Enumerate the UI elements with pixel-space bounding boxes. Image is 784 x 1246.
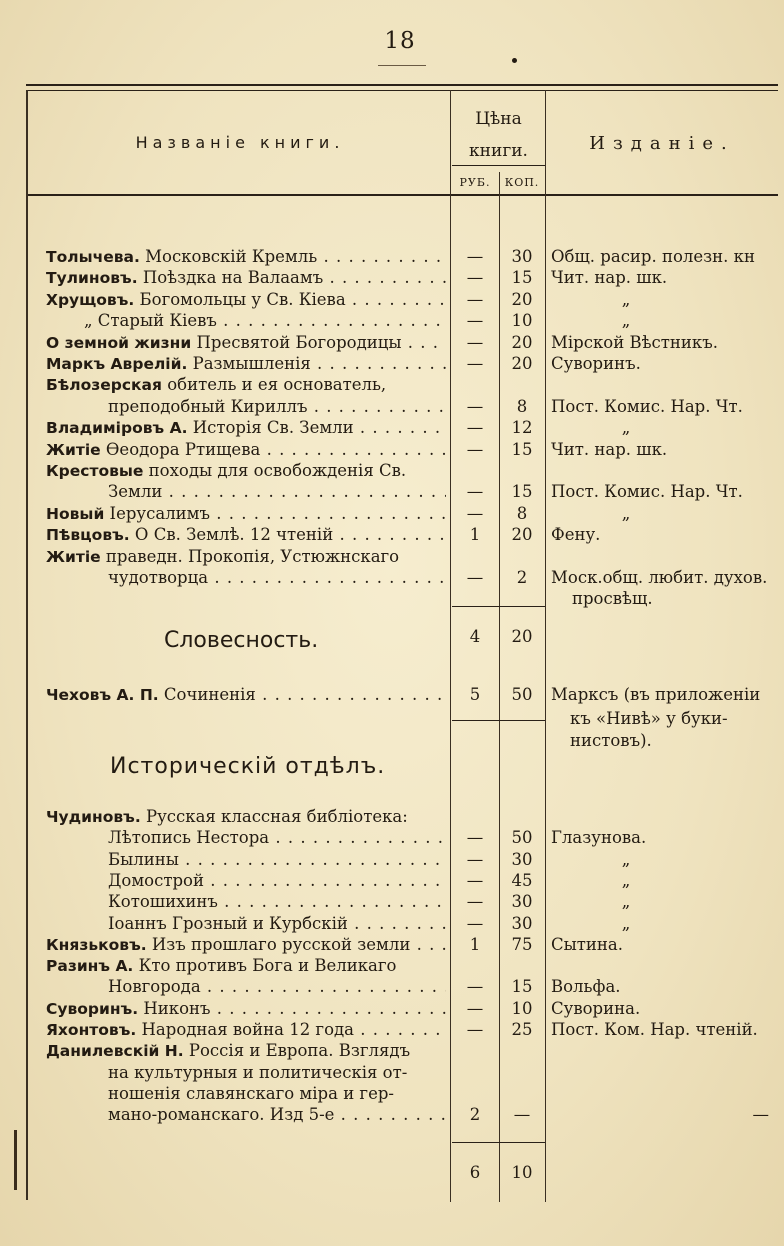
table-row [0, 546, 784, 568]
price-rub: — [466, 977, 484, 997]
page-number: 18 [384, 28, 416, 54]
price-kop: 50 [511, 685, 533, 704]
table-row [0, 503, 784, 525]
price-rub: — [466, 849, 484, 869]
price-kop: — [513, 1105, 531, 1125]
author: Чеховъ А. П. [46, 686, 159, 704]
table-row [0, 396, 784, 418]
book-title: Іерусалимъ [104, 503, 210, 523]
book-title: обитель и ея основатель, [161, 375, 387, 395]
price-kop: 2 [516, 568, 528, 587]
edition: „ [621, 913, 631, 933]
table-row [0, 332, 784, 354]
print-speck [512, 58, 517, 63]
edition: „ [621, 418, 631, 438]
table-row [0, 976, 784, 998]
section-heading-history: Историческій отдѣлъ. [110, 754, 386, 779]
price-rub: — [466, 268, 484, 288]
book-title: Кто противъ Бога и Великаго [133, 956, 397, 976]
price-rub: — [466, 482, 484, 502]
price-rub: 1 [469, 525, 481, 545]
price-rub: — [466, 439, 484, 459]
price-kop: 30 [511, 892, 533, 912]
book-title: на культурныя и политическія от- [108, 1062, 408, 1082]
price-kop: 20 [511, 289, 533, 309]
price-kop: 15 [511, 977, 533, 997]
price-rub: — [466, 870, 484, 890]
kop-header: КОП. [504, 176, 540, 189]
price-rub: — [466, 332, 484, 352]
table-row [0, 439, 784, 461]
table-row [0, 849, 784, 871]
price-rub: — [466, 913, 484, 933]
book-title: Домострой [108, 870, 204, 890]
page-number-rule [378, 65, 426, 66]
book-title: О Св. Землѣ. 12 чтеній [129, 525, 334, 545]
price-kop: 30 [511, 247, 533, 266]
price-header-line1: Цѣна [475, 109, 522, 129]
author: Данилевскій Н. [46, 1042, 184, 1061]
author: Хрущовъ. [46, 290, 135, 309]
author: Маркъ Аврелій. [46, 355, 188, 373]
edition: Моск.общ. любит. духов. [551, 568, 768, 587]
edition: Чит. нар. шк. [551, 439, 668, 459]
table-row [0, 827, 784, 849]
book-title: походы для освобожденія Св. [143, 461, 407, 480]
price-rub: — [466, 418, 484, 438]
book-title: Пресвятой Богородицы [191, 332, 402, 352]
price-kop: 45 [511, 870, 533, 890]
edition: Общ. расир. полезн. кн [551, 247, 755, 266]
table-row-cont [0, 730, 784, 752]
book-title: Ѳеодора Ртищева [100, 439, 261, 459]
price-rub: — [466, 828, 484, 848]
book-title: Былины [108, 849, 179, 869]
price-header-line2: книги. [469, 141, 528, 161]
table-row [0, 310, 784, 332]
book-title: преподобный Кириллъ [108, 396, 308, 416]
price-rub: — [466, 1020, 484, 1039]
book-title: Московскій Кремль [139, 247, 318, 266]
table-row [0, 1062, 784, 1084]
edition: „ [621, 849, 631, 869]
price-rub: 1 [469, 934, 481, 954]
table-row [0, 374, 784, 396]
table-row [0, 913, 784, 935]
author: Бѣлозерская [46, 376, 162, 395]
book-title: Земли [108, 482, 163, 502]
edition: — [752, 1105, 769, 1125]
table-row [0, 460, 784, 482]
table-row [0, 1019, 784, 1041]
book-title: праведн. Прокопія, Устюжнскаго [100, 546, 400, 566]
column-header-edition: Изданіе. [589, 133, 735, 154]
book-title: Никонъ [138, 998, 211, 1018]
table-row [0, 588, 784, 610]
book-title: мано-романскаго. Изд 5-е [108, 1105, 335, 1125]
edition: Пост. Комис. Нар. Чт. [551, 482, 743, 502]
edition: Пост. Комис. Нар. Чт. [551, 396, 743, 416]
table-row [0, 481, 784, 503]
edition: Пост. Ком. Нар. чтеній. [551, 1020, 758, 1039]
price-rub: — [466, 289, 484, 309]
section-heading-literature: Словесность. [164, 628, 319, 653]
price-rub: — [466, 568, 484, 587]
price-kop: 10 [511, 998, 533, 1018]
subtotal-kop: 20 [511, 627, 533, 646]
edition: Суворина. [551, 998, 641, 1018]
price-rub: 5 [469, 685, 481, 704]
total-rule [452, 1142, 545, 1143]
table-top-rule [26, 84, 778, 86]
price-rub: — [466, 311, 484, 331]
table-row [0, 567, 784, 589]
edition: Глазунова. [551, 828, 647, 848]
author: Новый [46, 504, 105, 523]
author: Крестовые [46, 462, 144, 480]
author: Яхонтовъ. [46, 1021, 137, 1039]
author: Житіе [46, 440, 101, 459]
book-title: Лѣтопись Нестора [108, 828, 270, 848]
author: Князьковъ. [46, 935, 147, 954]
edition: Чит. нар. шк. [551, 268, 668, 288]
book-title: Новгорода [108, 977, 201, 997]
author: Чудиновъ. [46, 808, 141, 826]
edition: Фену. [551, 525, 601, 545]
price-kop: 15 [511, 439, 533, 459]
edition: „ [621, 892, 631, 912]
edition-cont: къ «Нивѣ» у буки- [570, 709, 728, 728]
price-kop: 75 [511, 934, 533, 954]
price-kop: 30 [511, 849, 533, 869]
table-row [0, 998, 784, 1020]
table-row [0, 1040, 784, 1062]
table-row [0, 684, 784, 706]
table-row [0, 246, 784, 268]
price-kop: 15 [511, 482, 533, 502]
table-top-rule-2 [26, 90, 778, 91]
author: Разинъ А. [46, 957, 134, 976]
table-row [0, 870, 784, 892]
column-header-title: Названіе книги. [135, 133, 345, 152]
price-kop: 15 [511, 268, 533, 288]
price-rub: — [466, 396, 484, 416]
total-rub: 6 [469, 1163, 481, 1182]
table-row [0, 934, 784, 956]
book-title: Сочиненія [158, 685, 256, 704]
author: Пѣвцовъ. [46, 526, 130, 545]
price-kop: 8 [516, 503, 528, 523]
header-bottom-rule [26, 194, 778, 196]
edition: Суворинъ. [551, 354, 641, 373]
price-rub: — [466, 247, 484, 266]
book-title: Богомольцы у Св. Кіева [134, 289, 346, 309]
book-title: Котошихинъ [108, 892, 218, 912]
price-kop: 12 [511, 418, 533, 438]
table-row [0, 417, 784, 439]
edition: Вольфа. [551, 977, 621, 997]
subtotal-rule-2 [452, 720, 545, 721]
table-row-cont [0, 708, 784, 730]
edition: „ [621, 289, 631, 309]
price-rub: — [466, 998, 484, 1018]
author: Владиміровъ А. [46, 419, 188, 438]
total-kop: 10 [511, 1163, 533, 1182]
author: Житіе [46, 547, 101, 566]
price-rub: — [466, 892, 484, 912]
price-kop: 50 [511, 828, 533, 848]
subtotal-rule-1 [452, 606, 545, 607]
subtotal-rub: 4 [469, 627, 481, 646]
edition-cont: нистовъ). [570, 731, 652, 750]
book-title: Россія и Европа. Взглядъ [183, 1041, 411, 1061]
total-row [0, 1162, 784, 1184]
edition: „ [621, 311, 631, 331]
book-title: ношенія славянскаго міра и гер- [108, 1083, 394, 1103]
edition: Мірской Вѣстникъ. [551, 332, 718, 352]
table-row [0, 955, 784, 977]
edition: просвѣщ. [572, 589, 653, 609]
table-row [0, 806, 784, 828]
author: Тулиновъ. [46, 269, 138, 288]
price-kop: 30 [511, 913, 533, 933]
subtotal-row-1 [0, 626, 784, 648]
author: Суворинъ. [46, 999, 139, 1018]
book-title: Изъ прошлаго русской земли [146, 934, 411, 954]
book-title: Размышленія [187, 354, 311, 373]
price-kop: 20 [511, 354, 533, 373]
table-row [0, 353, 784, 375]
price-kop: 20 [511, 525, 533, 545]
book-title: „ Старый Кіевъ [84, 311, 217, 331]
book-title: Поѣздка на Валаамъ [137, 268, 324, 288]
table-row [0, 1104, 784, 1126]
table-row [0, 289, 784, 311]
table-row [0, 524, 784, 546]
rub-header: РУБ. [459, 176, 491, 189]
book-title: Русская классная библіотека: [140, 807, 408, 826]
table-row [0, 1083, 784, 1105]
edition: Марксъ (въ приложеніи [551, 685, 761, 704]
book-title: Исторія Св. Земли [187, 418, 354, 438]
edition: „ [621, 503, 631, 523]
price-kop: 20 [511, 332, 533, 352]
book-title: чудотворца [108, 568, 209, 587]
author: О земной жизни [46, 333, 192, 352]
author: Толычева. [46, 248, 140, 266]
price-rub: — [466, 503, 484, 523]
book-title: Народная война 12 года [136, 1020, 355, 1039]
table-row [0, 891, 784, 913]
price-rub: 2 [469, 1105, 481, 1125]
price-kop: 10 [511, 311, 533, 331]
price-kop: 8 [516, 396, 528, 416]
edition: Сытина. [551, 934, 623, 954]
price-kop: 25 [511, 1020, 533, 1039]
edition: „ [621, 870, 631, 890]
column-header-price [452, 103, 545, 167]
book-title: Іоаннъ Грозный и Курбскій [108, 913, 348, 933]
table-row [0, 267, 784, 289]
price-rub: — [466, 354, 484, 373]
